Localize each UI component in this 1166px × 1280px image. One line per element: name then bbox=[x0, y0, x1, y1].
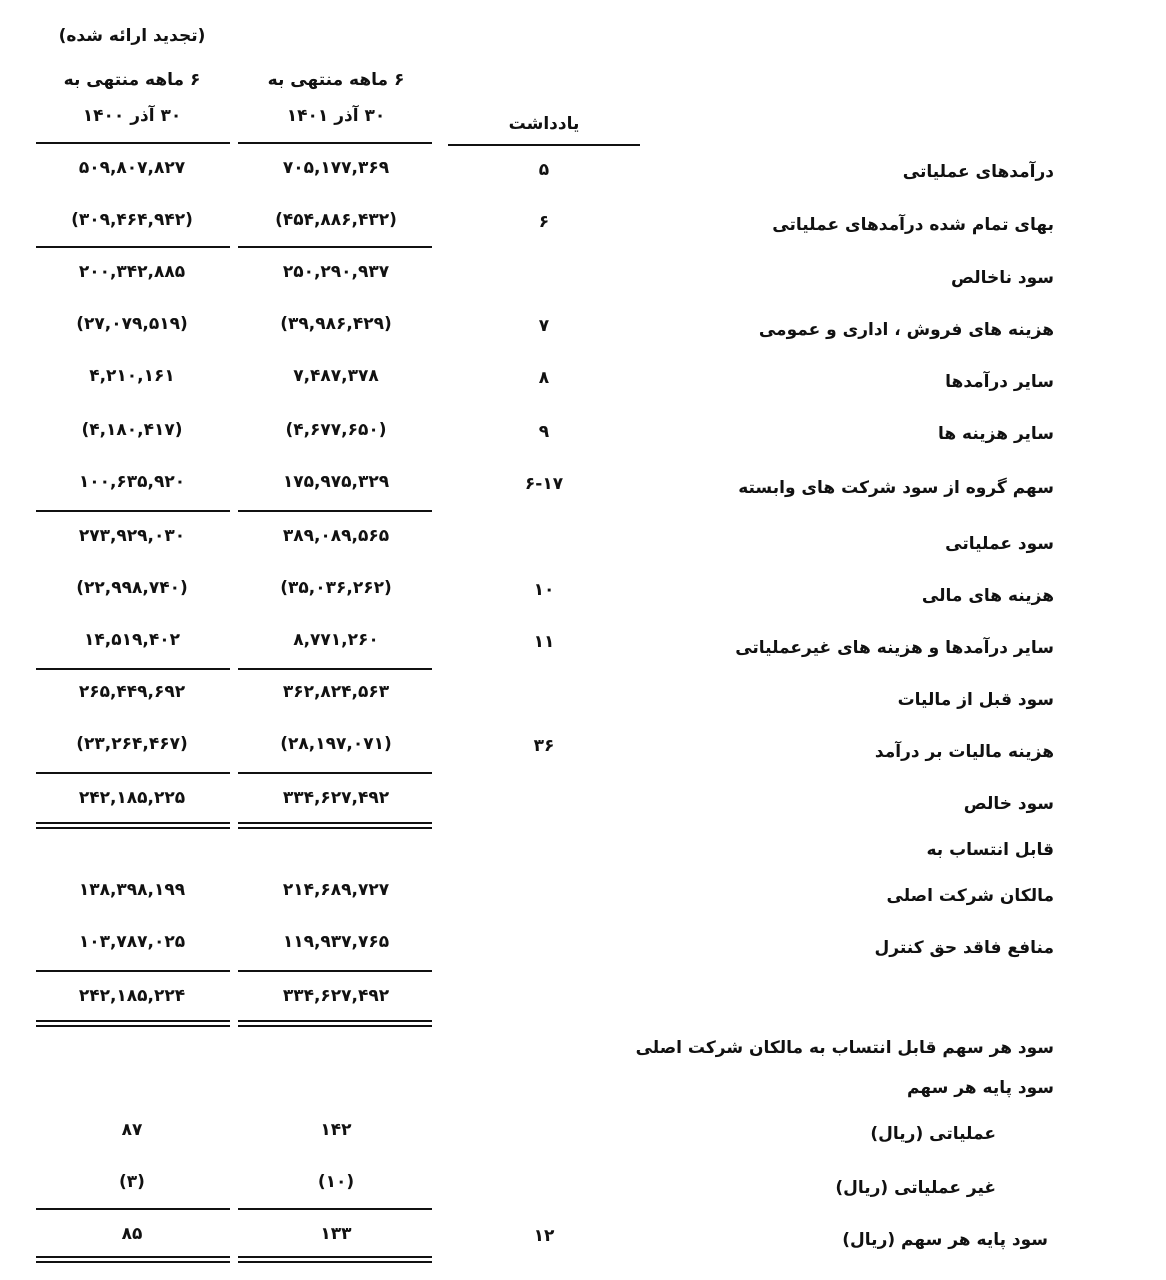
subtotal-line-current bbox=[238, 668, 432, 670]
row-note: ۶-۱۷ bbox=[524, 474, 564, 494]
total-double-line-current bbox=[238, 822, 432, 829]
row-current-value: (۳۵,۰۳۶,۲۶۲) bbox=[280, 578, 392, 598]
header-underline-current bbox=[238, 142, 432, 144]
row-current-value: (۲۸,۱۹۷,۰۷۱) bbox=[280, 734, 392, 754]
row-label: غیر عملیاتی (ریال) bbox=[835, 1178, 996, 1198]
row-current-value: ۳۳۴,۶۲۷,۴۹۲ bbox=[282, 986, 390, 1006]
row-note: ۱۱ bbox=[533, 632, 555, 652]
row-prior-value: (۲۲,۹۹۸,۷۴۰) bbox=[76, 578, 188, 598]
row-prior-value: ۱۴,۵۱۹,۴۰۲ bbox=[84, 630, 180, 650]
row-current-value: (۴,۶۷۷,۶۵۰) bbox=[285, 420, 387, 440]
row-label: عملیاتی (ریال) bbox=[870, 1124, 996, 1144]
row-prior-value: (۳) bbox=[119, 1172, 145, 1192]
row-prior-value: ۲۷۳,۹۲۹,۰۳۰ bbox=[78, 526, 186, 546]
row-current-value: (۴۵۴,۸۸۶,۴۳۲) bbox=[275, 210, 397, 230]
row-label: سود قبل از مالیات bbox=[897, 690, 1054, 710]
row-current-value: (۳۹,۹۸۶,۴۲۹) bbox=[280, 314, 392, 334]
row-label: درآمدهای عملیاتی bbox=[902, 162, 1054, 182]
row-current-value: ۳۸۹,۰۸۹,۵۶۵ bbox=[282, 526, 390, 546]
row-prior-value: ۴,۲۱۰,۱۶۱ bbox=[89, 366, 175, 386]
row-note: ۸ bbox=[538, 368, 550, 388]
total-double-line-prior bbox=[36, 1256, 230, 1263]
subtotal-line-prior bbox=[36, 970, 230, 972]
row-prior-value: ۱۰۰,۶۳۵,۹۲۰ bbox=[78, 472, 186, 492]
header-underline-prior bbox=[36, 142, 230, 144]
row-note: ۱۰ bbox=[533, 580, 555, 600]
row-label: مالکان شرکت اصلی bbox=[886, 886, 1054, 906]
row-current-value: (۱۰) bbox=[317, 1172, 355, 1192]
row-current-value: ۱۳۳ bbox=[320, 1224, 352, 1244]
subtotal-line-current bbox=[238, 1208, 432, 1210]
row-note: ۷ bbox=[538, 316, 550, 336]
subtotal-line-prior bbox=[36, 772, 230, 774]
total-double-line-current bbox=[238, 1020, 432, 1027]
row-note: ۹ bbox=[538, 422, 550, 442]
row-label: سود خالص bbox=[963, 794, 1054, 814]
row-note: ۶ bbox=[538, 212, 550, 232]
row-prior-value: ۸۵ bbox=[121, 1224, 143, 1244]
row-current-value: ۷,۴۸۷,۳۷۸ bbox=[293, 366, 379, 386]
eps-basic-heading: سود پایه هر سهم bbox=[907, 1078, 1054, 1098]
col-prior-header-line1: ۶ ماهه منتهی به bbox=[63, 70, 201, 90]
subtotal-line-current bbox=[238, 510, 432, 512]
row-label: سود عملیاتی bbox=[945, 534, 1054, 554]
row-prior-value: ۲۴۲,۱۸۵,۲۲۴ bbox=[78, 986, 186, 1006]
row-label: منافع فاقد حق کنترل bbox=[874, 938, 1054, 958]
row-current-value: ۱۱۹,۹۳۷,۷۶۵ bbox=[282, 932, 390, 952]
total-double-line-prior bbox=[36, 1020, 230, 1027]
col-current-header-line2: ۳۰ آذر ۱۴۰۱ bbox=[286, 106, 386, 126]
row-current-value: ۱۴۲ bbox=[320, 1120, 352, 1140]
row-label: هزینه های مالی bbox=[921, 586, 1054, 606]
row-prior-value: ۱۳۸,۳۹۸,۱۹۹ bbox=[78, 880, 186, 900]
col-current-header-line1: ۶ ماهه منتهی به bbox=[267, 70, 405, 90]
row-label: سود ناخالص bbox=[951, 268, 1054, 288]
row-prior-value: (۲۷,۰۷۹,۵۱۹) bbox=[76, 314, 188, 334]
row-current-value: ۷۰۵,۱۷۷,۳۶۹ bbox=[282, 158, 390, 178]
row-prior-value: (۴,۱۸۰,۴۱۷) bbox=[81, 420, 183, 440]
row-current-value: ۳۶۲,۸۲۴,۵۶۳ bbox=[282, 682, 390, 702]
row-prior-value: ۱۰۳,۷۸۷,۰۲۵ bbox=[78, 932, 186, 952]
subtotal-line-prior bbox=[36, 246, 230, 248]
subtotal-line-prior bbox=[36, 1208, 230, 1210]
row-note: ۳۶ bbox=[533, 736, 555, 756]
subtotal-line-current bbox=[238, 246, 432, 248]
total-double-line-prior bbox=[36, 822, 230, 829]
header-underline-note bbox=[448, 144, 640, 146]
row-current-value: ۱۷۵,۹۷۵,۳۲۹ bbox=[282, 472, 390, 492]
row-current-value: ۲۱۴,۶۸۹,۷۲۷ bbox=[282, 880, 390, 900]
row-prior-value: (۲۳,۲۶۴,۴۶۷) bbox=[76, 734, 188, 754]
row-label: سود پایه هر سهم (ریال) bbox=[842, 1230, 1048, 1250]
row-label: بهای تمام شده درآمدهای عملیاتی bbox=[772, 215, 1054, 235]
col-note-header: یادداشت bbox=[508, 114, 580, 134]
row-label: هزینه های فروش ، اداری و عمومی bbox=[758, 320, 1054, 340]
row-label: قابل انتساب به bbox=[926, 840, 1054, 860]
row-note: ۱۲ bbox=[533, 1226, 555, 1246]
row-current-value: ۲۵۰,۲۹۰,۹۳۷ bbox=[282, 262, 390, 282]
row-label: سایر هزینه ها bbox=[937, 424, 1054, 444]
row-note: ۵ bbox=[538, 160, 550, 180]
row-current-value: ۳۳۴,۶۲۷,۴۹۲ bbox=[282, 788, 390, 808]
subtotal-line-current bbox=[238, 970, 432, 972]
row-prior-value: ۲۰۰,۳۴۲,۸۸۵ bbox=[78, 262, 186, 282]
row-current-value: ۸,۷۷۱,۲۶۰ bbox=[293, 630, 379, 650]
row-label: سایر درآمدها و هزینه های غیرعملیاتی bbox=[735, 638, 1054, 658]
row-label: سهم گروه از سود شرکت های وابسته bbox=[738, 478, 1054, 498]
subtotal-line-prior bbox=[36, 510, 230, 512]
row-prior-value: ۲۶۵,۴۴۹,۶۹۲ bbox=[78, 682, 186, 702]
row-prior-value: ۲۴۲,۱۸۵,۲۲۵ bbox=[78, 788, 186, 808]
restated-label: (تجدید ارائه شده) bbox=[58, 26, 206, 46]
row-prior-value: ۵۰۹,۸۰۷,۸۲۷ bbox=[78, 158, 186, 178]
subtotal-line-prior bbox=[36, 668, 230, 670]
row-prior-value: (۳۰۹,۴۶۴,۹۴۲) bbox=[71, 210, 193, 230]
row-prior-value: ۸۷ bbox=[121, 1120, 143, 1140]
col-prior-header-line2: ۳۰ آذر ۱۴۰۰ bbox=[82, 106, 182, 126]
subtotal-line-current bbox=[238, 772, 432, 774]
row-label: هزینه مالیات بر درآمد bbox=[874, 742, 1054, 762]
eps-heading: سود هر سهم قابل انتساب به مالکان شرکت اصلی bbox=[635, 1038, 1054, 1058]
total-double-line-current bbox=[238, 1256, 432, 1263]
row-label: سایر درآمدها bbox=[945, 372, 1054, 392]
